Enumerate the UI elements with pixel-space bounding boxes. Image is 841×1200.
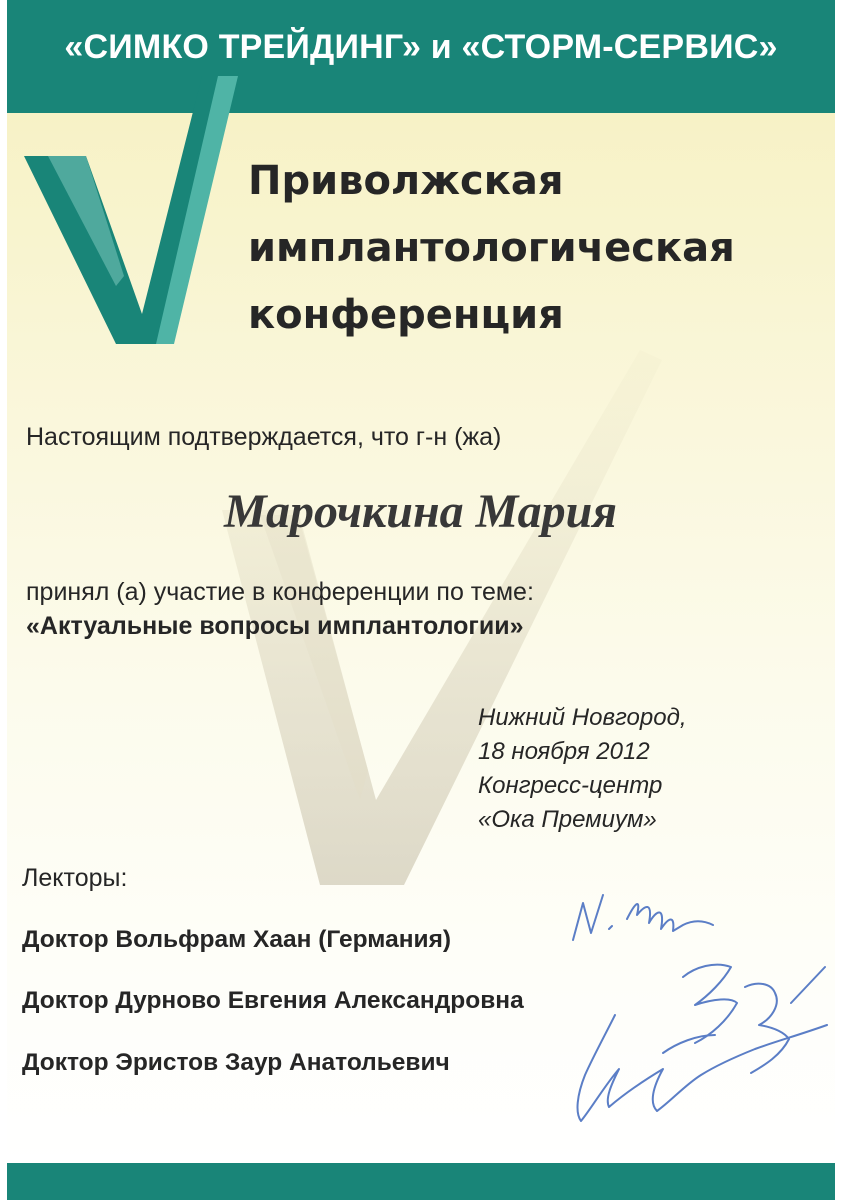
venue-line: 18 ноября 2012 — [478, 738, 650, 765]
handwritten-signature — [545, 885, 830, 1135]
venue-block — [478, 701, 687, 837]
venue-line: Нижний Новгород, — [478, 704, 687, 731]
footer-band — [7, 1163, 835, 1200]
conference-topic: «Актуальные вопросы имплантологии» — [26, 612, 524, 640]
lecturer-item: Доктор Дурново Евгения Александровна — [22, 987, 524, 1014]
conference-title — [248, 148, 735, 349]
venue-line: Конгресс-центр — [478, 772, 663, 799]
conference-title-line: имплантологическая — [248, 225, 735, 271]
lecturer-item: Доктор Эристов Заур Анатольевич — [22, 1049, 450, 1076]
participation-text: принял (а) участие в конференции по теме: — [26, 578, 534, 606]
lecturers-label: Лекторы: — [22, 864, 128, 892]
organizers-heading: «СИМКО ТРЕЙДИНГ» и «СТОРМ-СЕРВИС» — [64, 28, 778, 66]
conference-title-line: Приволжская — [248, 158, 564, 204]
lecturer-item: Доктор Вольфрам Хаан (Германия) — [22, 926, 452, 953]
confirmation-text: Настоящим подтверждается, что г-н (жа) — [26, 423, 502, 451]
check-mark-v-logo-icon — [24, 76, 264, 352]
conference-title-line: конференция — [248, 292, 564, 338]
participant-name: Марочкина Мария — [223, 485, 618, 538]
venue-line: «Ока Премиум» — [478, 806, 657, 833]
